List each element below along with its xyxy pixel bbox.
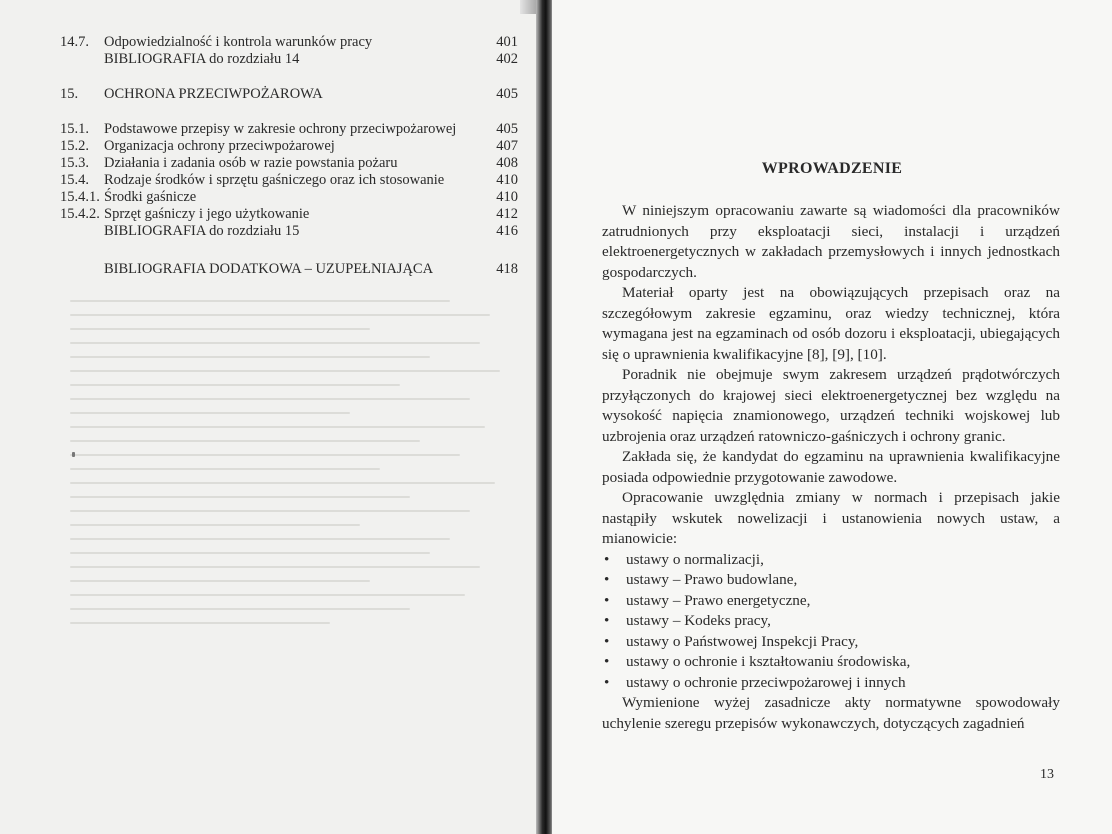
- list-item-text: ustawy o ochronie przeciwpożarowej i innych: [626, 673, 906, 691]
- toc-page: 401: [496, 34, 518, 50]
- toc-number: 15.2.: [60, 138, 89, 154]
- toc-title: Podstawowe przepisy w zakresie ochrony przeciwpożarowej: [104, 121, 457, 137]
- list-item-text: ustawy – Prawo energetyczne,: [626, 591, 811, 609]
- toc-number: 15.3.: [60, 155, 89, 171]
- toc-title: Rodzaje środków i sprzętu gaśniczego oraz ich stosowanie: [104, 172, 445, 188]
- toc-page: 402: [496, 51, 518, 67]
- list-item: [602, 550, 1060, 571]
- bullet-icon: •: [604, 550, 610, 568]
- toc-page: 408: [496, 155, 518, 171]
- paragraph: W niniejszym opracowaniu zawarte są wiadomości dla pracowników zatrudnionych przy eksploatacji sieci, instalacji i urządzeń elektroenergetycznych w zakładach przemysłowych i innych jednostkach gospodarczych.: [602, 202, 1060, 281]
- toc-title: BIBLIOGRAFIA DODATKOWA – UZUPEŁNIAJĄCA: [104, 261, 434, 277]
- bullet-list: [602, 550, 1060, 694]
- toc-number: 15.: [60, 86, 79, 102]
- paragraph: Materiał oparty jest na obowiązujących przepisach oraz na szczegółowym zakresie egzaminu, oraz wiedzy technicznej, która wymagana jest na egzaminach od osób dozoru i eksploatacji, ubiegających się o uprawnienia kwalifikacyjne [8], [9], [10].: [602, 284, 1060, 363]
- toc-number: 15.4.2.: [60, 206, 100, 222]
- toc-page: 405: [496, 86, 518, 102]
- toc-title: Odpowiedzialność i kontrola warunków pracy: [104, 34, 373, 50]
- toc-number: 15.1.: [60, 121, 89, 137]
- toc-page: 407: [496, 138, 518, 154]
- chapter-heading: WPROWADZENIE: [761, 160, 903, 177]
- list-item-text: ustawy o ochronie i kształtowaniu środowiska,: [626, 653, 911, 670]
- list-item: [602, 611, 1060, 632]
- toc-number: 15.4.1.: [60, 189, 100, 205]
- list-item-text: ustawy – Kodeks pracy,: [626, 612, 771, 629]
- paragraph: Poradnik nie obejmuje swym zakresem urządzeń prądotwórczych przyłączonych do krajowej sieci elektroenergetycznej bez względu na wysokość napięcia znamionowego, urządzeń techniki wojskowej lub uzbrojenia oraz urządzeń ratowniczo-gaśniczych i ochrony granic.: [602, 366, 1060, 445]
- paper-speck: [72, 452, 75, 457]
- bullet-icon: •: [604, 632, 610, 650]
- paragraph: Wymienione wyżej zasadnicze akty normatywne spowodowały uchylenie szeregu przepisów wykonawczych, dotyczących zagadnień: [602, 694, 1060, 732]
- toc-title: Środki gaśnicze: [104, 189, 197, 205]
- toc-page: 410: [496, 189, 518, 205]
- list-item: [602, 591, 1060, 612]
- toc-title: BIBLIOGRAFIA do rozdziału 15: [104, 223, 300, 239]
- list-item: [602, 632, 1060, 653]
- list-item: [602, 673, 1060, 694]
- toc-title: BIBLIOGRAFIA do rozdziału 14: [104, 51, 300, 67]
- bullet-icon: •: [604, 612, 610, 629]
- bullet-icon: •: [604, 673, 610, 691]
- intro-body: [602, 201, 1060, 734]
- toc-title: Sprzęt gaśniczy i jego użytkowanie: [104, 206, 310, 222]
- toc-title: OCHRONA PRZECIWPOŻAROWA: [104, 86, 323, 102]
- bullet-icon: •: [604, 653, 610, 670]
- paragraph: Zakłada się, że kandydat do egzaminu na uprawnienia kwalifikacyjne posiada odpowiednie przygotowanie zawodowe.: [602, 448, 1060, 486]
- toc-page: 416: [496, 223, 518, 239]
- toc-page: 410: [496, 172, 518, 188]
- list-item: [602, 652, 1060, 673]
- bullet-icon: •: [604, 591, 610, 609]
- page-number: 13: [1040, 767, 1054, 782]
- toc-page: 412: [496, 206, 518, 222]
- left-page: [0, 0, 538, 834]
- bleed-through-text: [70, 300, 510, 636]
- toc-page: 418: [496, 261, 518, 277]
- toc-title: Organizacja ochrony przeciwpożarowej: [104, 138, 335, 154]
- list-item-text: ustawy o normalizacji,: [626, 550, 764, 568]
- toc-number: 15.4.: [60, 172, 89, 188]
- toc-number: 14.7.: [60, 34, 89, 50]
- toc-page: 405: [496, 121, 518, 137]
- toc-title: Działania i zadania osób w razie powstania pożaru: [104, 155, 398, 171]
- list-item-text: ustawy o Państwowej Inspekcji Pracy,: [626, 632, 859, 650]
- list-item: [602, 570, 1060, 591]
- paragraph: Opracowanie uwzględnia zmiany w normach i przepisach jakie nastąpiły wskutek nowelizacji i ustanowienia nowych ustaw, a mianowicie:: [602, 489, 1060, 547]
- list-item-text: ustawy – Prawo budowlane,: [626, 571, 798, 588]
- bullet-icon: •: [604, 571, 610, 588]
